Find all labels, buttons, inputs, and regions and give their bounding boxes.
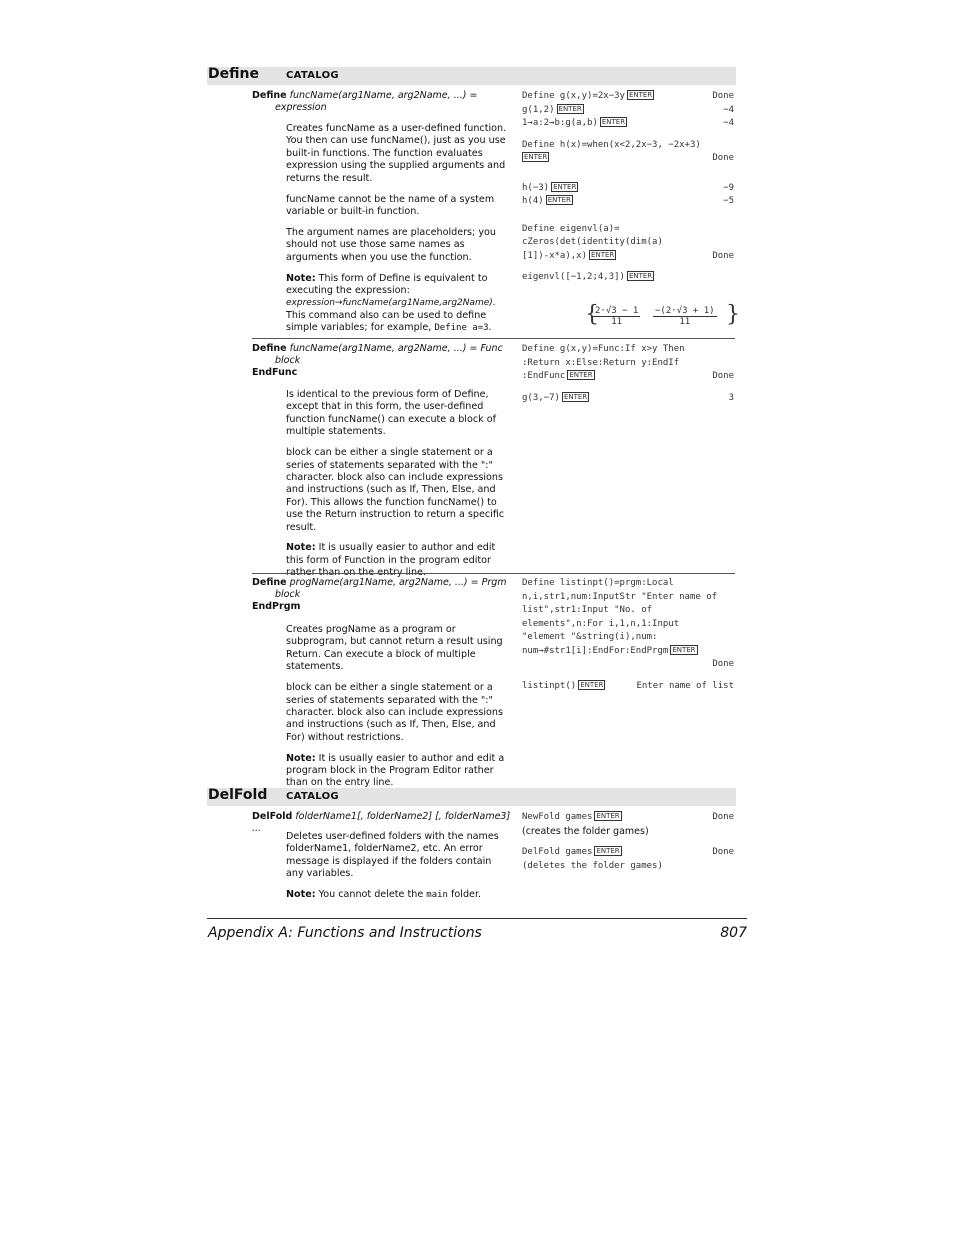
example-line: :EndFunc ENTER Done: [522, 371, 734, 381]
example-define-form3: [522, 577, 734, 693]
enter-key-icon: ENTER: [596, 812, 620, 820]
enter-key-icon: ENTER: [524, 153, 548, 161]
footer-rule: [207, 918, 747, 919]
enter-key-icon: ENTER: [553, 182, 577, 191]
paragraph: The argument names are placeholders; you should not use those same names as arguments when you use the function.: [286, 226, 496, 263]
note-paragraph: Note: This form of Define is equivalent to executing the expression: expression→funcName(arg1Name,arg2Name). This command also can be used to define simple variables; for example, Define a=3.: [286, 272, 496, 334]
example-line: Define h(x)=when(x<2,2x−3, −2x+3): [522, 139, 701, 150]
section-category: CATALOG: [286, 70, 339, 81]
paragraph: Deletes user-defined folders with the names folderName1, folderName2, etc. An error message is displayed if the folders contain any variables.: [286, 831, 499, 880]
example-line: cZeros(det(identity(dim(a): [522, 237, 663, 247]
description-define-form3: [286, 624, 512, 798]
description-define-form2: [286, 389, 512, 588]
example-line: elements",n:For i,1,n,1:Input: [522, 618, 680, 629]
example-line: (deletes the folder games): [522, 860, 663, 871]
example-line: g(3,−7) ENTER 3: [522, 392, 734, 403]
enter-key-icon: ENTER: [563, 392, 588, 401]
paragraph: funcName cannot be the name of a system variable or built-in function.: [286, 193, 495, 217]
example-line: num→#str1[i]:EndFor:EndPrgm ENTER: [522, 645, 696, 656]
page-number: 807: [720, 925, 747, 941]
example-line: list",str1:Input "No. of: [522, 605, 653, 615]
description-define-form1: [286, 123, 512, 343]
example-line: Define g(x,y)=2x−3y ENTER Done: [522, 91, 734, 101]
enter-key-icon: ENTER: [601, 118, 626, 126]
example-line: NewFold games ENTER Done: [522, 812, 734, 822]
section-header-delfold: [207, 788, 736, 806]
left-brace-icon: {: [585, 302, 599, 327]
example-line: Define g(x,y)=Func:If x>y Then: [522, 344, 685, 354]
example-line: :Return x:Else:Return y:EndIf: [522, 357, 680, 368]
enter-key-icon: ENTER: [628, 272, 653, 280]
example-line: h(4) ENTER −5: [522, 196, 734, 206]
note-paragraph: Note: It is usually easier to author and edit this form of Function in the program editor rather than on the entry line.: [286, 542, 496, 579]
syntax-define-form3: Define progName(arg1Name, arg2Name, ...) = Prgm block EndPrgm: [252, 577, 507, 612]
section-category: CATALOG: [286, 791, 339, 802]
enter-key-icon: ENTER: [672, 645, 696, 654]
fraction: $\frac{-(2\cdot√3 + 1)}{11}$: [655, 306, 715, 327]
example-line: ENTER Done: [524, 153, 734, 163]
enter-key-icon: ENTER: [628, 91, 653, 99]
syntax-define-form1: Define funcName(arg1Name, arg2Name, ...) = expression: [252, 90, 478, 113]
note-paragraph: Note: It is usually easier to author and edit a program block in the Program Editor rather than on the entry line.: [286, 752, 505, 789]
divider: [252, 573, 735, 574]
example-line: g(1,2) ENTER −4: [522, 104, 734, 115]
example-delfold: [522, 811, 734, 873]
section-title: DelFold: [208, 787, 268, 803]
example-define-form2: [522, 343, 734, 405]
paragraph: Creates progName as a program or subprogram, but cannot return a result using Return. Can execute a block of multiple statements.: [286, 624, 503, 673]
example-define-form1: [522, 90, 734, 285]
example-line: 1→a:2→b:g(a,b) ENTER −4: [522, 118, 734, 128]
enter-key-icon: ENTER: [569, 371, 593, 379]
footer-title: Appendix A: Functions and Instructions: [208, 925, 482, 941]
fraction: $\frac{2\cdot√3 - 1}{11}$: [595, 306, 639, 327]
example-line: h(−3) ENTER −9: [522, 182, 734, 193]
paragraph: Is identical to the previous form of Define, except that in this form, the user-defined function funcName() can execute a block of multiple statements.: [286, 389, 496, 438]
paragraph: Creates funcName as a user-defined function. You then can use funcName(), just as you use built-in functions. The function evaluates expression using the supplied arguments and returns the result.: [286, 123, 507, 184]
divider: [252, 338, 735, 339]
example-line: Define listinpt()=prgm:Local: [522, 578, 674, 588]
enter-key-icon: ENTER: [580, 680, 604, 689]
enter-key-icon: ENTER: [558, 104, 582, 113]
example-line: DelFold games ENTER Done: [522, 847, 734, 857]
example-line: "element "&string(i),num:: [522, 632, 658, 642]
note-paragraph: Note: You cannot delete the main folder.: [286, 889, 482, 901]
example-line: n,i,str1,num:InputStr "Enter name of: [522, 591, 718, 602]
paragraph: block can be either a single statement or a series of statements separated with the ":" character. block also can include expressions and instructions (such as If, Then, Else, and For). This allows the function funcName() to use the Return instruction to return a specific result.: [286, 447, 505, 533]
example-line: eigenvl([−1,2;4,3]) ENTER: [522, 272, 653, 282]
enter-key-icon: ENTER: [547, 196, 571, 204]
eigenvalue-result: [585, 302, 740, 332]
enter-key-icon: ENTER: [591, 250, 615, 259]
enter-key-icon: ENTER: [596, 847, 620, 855]
description-delfold: [286, 831, 512, 910]
paragraph: block can be either a single statement or a series of statements separated with the ":" character. block also can include expressions and instructions (such as If, Then, Else, and For) without restrictions.: [286, 682, 503, 743]
section-title: Define: [208, 66, 259, 82]
section-header-define: [207, 67, 736, 85]
example-line: Done: [712, 659, 734, 669]
example-line: listinpt() ENTER Enter name of list: [522, 680, 734, 691]
example-line: (creates the folder games): [522, 825, 649, 837]
right-brace-icon: }: [726, 302, 740, 327]
example-line: Define eigenvl(a)=: [522, 223, 620, 234]
syntax-delfold: DelFold folderName1[, folderName2] [, folderName3] ...: [252, 811, 511, 834]
syntax-define-form2: Define funcName(arg1Name, arg2Name, ...) = Func block EndFunc: [252, 343, 503, 378]
example-line: [1])-x*a),x) ENTER Done: [522, 250, 734, 261]
